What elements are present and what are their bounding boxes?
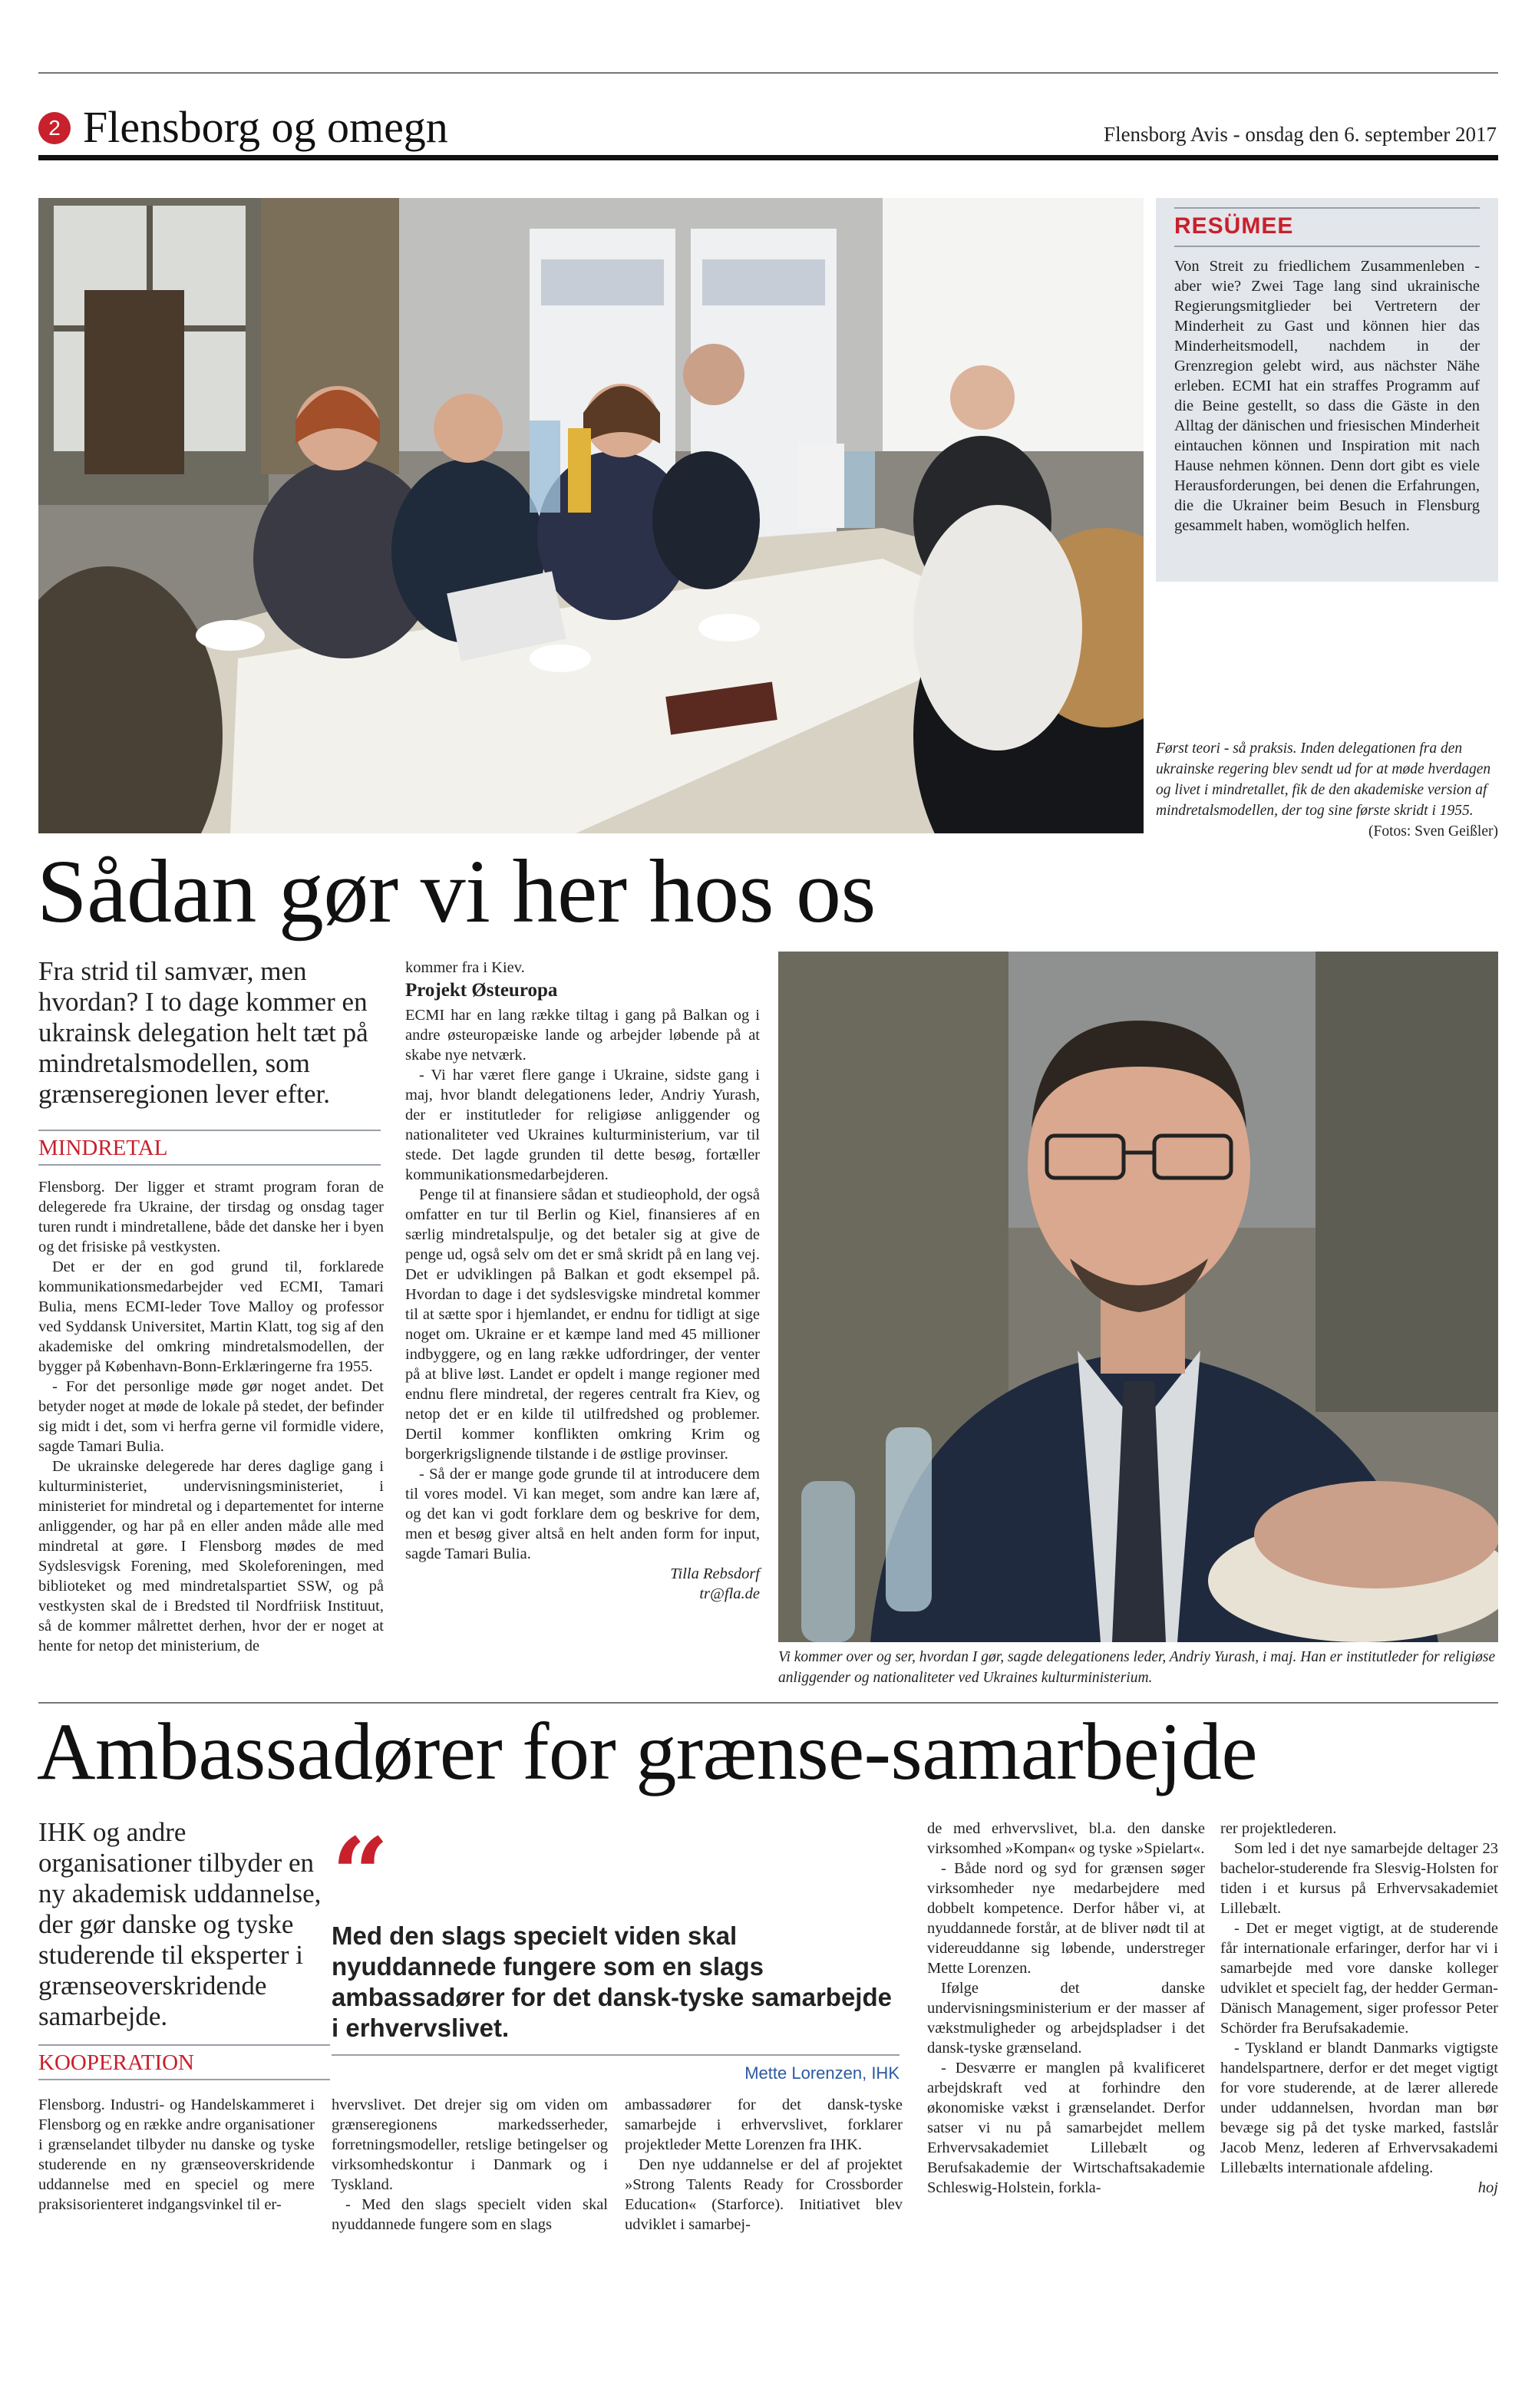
article2-lead: IHK og andre organisationer tilbyder en ny akademisk uddannelse, der gør danske og tyske studerende til eksperter i grænseoverskridende samarbejde. [38,1817,322,2031]
paragraph: kommer fra i Kiev. [405,959,525,976]
header-thick-rule [38,155,1498,160]
article1-column-1 [38,1177,384,1656]
photo-credit: (Fotos: Sven Geißler) [1368,823,1498,840]
paragraph: Det er der en god grund til, forklarede kommunikationsmedarbejder ved ECMI, Tamari Bulia, mens ECMI-leder Tove Malloy og professor ved Syddansk Universitet, Martin Klatt, tog sig af den akademiske del omkring mindretalsmodellen, der bygger på København-Bonn-Erklæringerne fra 1955. [38,1258,384,1375]
paragraph: - Med den slags specielt viden skal nyuddannede fungere som en slags [332,2196,608,2233]
pull-quote [332,1816,900,2083]
paragraph: - Desværre er manglen på kvalificeret arbejdskraft ved at forhindre den økonomiske vækst i grænselandet. Derfor satser vi nu på samarbejdet mellem Erhvervsakademiet Lillebælt og Berufsakademie der Wirtschaftsakademie Schleswig-Holstein, forkla- [927,2060,1205,2196]
article1-byline: Tilla Rebsdorf [670,1565,760,1582]
resume-top-rule [1174,207,1480,209]
paragraph: Ifølge det danske undervisningsministerium er der masser af vækstmuligheder og arbejdspladser i det dansk-tyske grænseland. [927,1980,1205,2057]
paragraph: Flensborg. Der ligger et stramt program foran de delegerede fra Ukraine, der tirsdag og onsdag tager turen rundt i mindretallene, både det danske her i byen og det frisiske på vestkysten. [38,1179,384,1255]
paragraph: ECMI har en lang række tiltag i gang på Balkan og i andre østeuropæiske lande og arbejder løbende på at skabe nye netværk. [405,1007,760,1064]
paragraph: - Både nord og syd for grænsen søger virksomheder nye medarbejdere med dobbelt kompetence. Derfor håber vi, at nyuddannede forstår, at de bliver nødt til at videreuddanne sig løbende, understreger Mette Lorenzen. [927,1860,1205,1977]
paragraph: - Vi har været flere gange i Ukraine, sidste gang i maj, hvor blandt delegationens leder, Andriy Yurash, der er institutleder for religiøse anliggender og nationaliteter ved Ukraines kulturministerium, var til stede. Det lagde grunden til dette besøg, fortæller kommunikationsmedarbejderen. [405,1067,760,1183]
kicker-bottom-rule [38,1164,381,1166]
resume-text: Von Streit zu friedlichem Zusammenleben - aber wie? Zwei Tage lang sind ukrainische Regierungsmitglieder bei Vertretern der Minderheit zu Gast und können hier das Minderheitsmodell, nachdem in der Grenzregion gelebt wird, aus nächster Nähe erleben. ECMI hat ein straffes Programm auf die Beine gestellt, so dass die Gäste in den Alltag der dänischen und friesischen Minderheit eintauchen können und Inspiration mit nach Hause nehmen können. Denn dort gibt es viele Herausforderungen, bei denen die Erfahrungen, die die Ukrainer beim Besuch in Flensburg gesammelt haben, womöglich helfen. [1174,258,1480,534]
paragraph: De ukrainske delegerede har deres daglige gang i kulturministeriet, undervisningsministeriet, i ministeriet for mindretal og i departementet for interne anliggender, og har på en eller anden måde alle med mindretal at gøre. I Flensborg mødes de med Sydslesvigsk Forening, med Skoleforeningen, med biblioteket og med mindretalspartiet SSW, og på vestkysten skal de i Bredsted til Nordfriisk Instituut, så de kommer målrettet derhen, hvor der er noget at hente for netop det ministerium, de [38,1458,384,1654]
article1-kicker [38,1130,381,1166]
article-divider [38,1702,1498,1704]
kicker-label: MINDRETAL [38,1136,168,1160]
kicker-label: KOOPERATION [38,2050,194,2075]
kicker-bottom-rule [38,2079,330,2080]
article2-column-5 [1220,1819,1498,2198]
article2-kicker [38,2044,330,2080]
portrait-photo [778,952,1498,1642]
paragraph: rer projektlederen. [1220,1820,1337,1837]
paragraph: ambassadører for det dansk-tyske samarbejde i erhvervslivet, forklarer projektleder Mette Lorenzen fra IHK. [625,2096,903,2153]
article2-column-3 [625,2095,903,2235]
dateline: Flensborg Avis - onsdag den 6. september 2017 [1104,123,1497,146]
article2-column-4 [927,1819,1205,2198]
photo1-caption [1156,738,1498,842]
paragraph: Som led i det nye samarbejde deltager 23 bachelor-studerende fra Slesvig-Holsten for tiden i et kursus på Erhvervsakademiet Lillebælt. [1220,1840,1498,1917]
article1-column-2 [405,958,760,1604]
paragraph: hvervslivet. Det drejer sig om viden om grænseregionens markedsserheder, forretningsmodeller, retslige betingelser og virksomhedskontur i Danmark og i Tyskland. [332,2096,608,2193]
paragraph: Flensborg. Industri- og Handelskammeret i Flensborg og en række andre organisationer i grænselandet tilbyder nu danske og tyske studerende en ny grænseoverskridende uddannelse med en speciel og mere praksisorienteret indgangsvinkel til er- [38,2096,315,2213]
paragraph: de med erhvervslivet, bl.a. den danske virksomhed »Kompan« og tyske »Spielart«. [927,1820,1205,1857]
resume-title: RESÜMEE [1174,213,1294,239]
photo2-caption: Vi kommer over og ser, hvordan I gør, sagde delegationens leder, Andriy Yurash, i maj. Han er institutleder for religiøse anliggender og nationaliteter ved Ukraines kulturministerium. [778,1649,1496,1686]
meeting-photo [38,198,1144,833]
top-thin-rule [38,72,1498,74]
page-number-badge: 2 [38,112,71,144]
article1-email: tr@fla.de [699,1585,760,1602]
paragraph: - For det personlige møde gør noget andet. Det betyder noget at møde de lokale på stedet, der befinder sig midt i det, som vi herfra gerne vil formidle videre, sagde Tamari Bulia. [38,1378,384,1455]
article1-headline: Sådan gør vi her hos os [37,841,876,942]
section-title: Flensborg og omegn [83,102,448,152]
paragraph: - Så der er mange gode grunde til at introducere dem til vores model. Vi kan meget, som andre kan lære af, og det kan vi godt forklare dem og beskrive for dem, men et besøg giver altså en helt anden form for input, sagde Tamari Bulia. [405,1466,760,1562]
quote-author: Mette Lorenzen, IHK [744,2063,900,2083]
article2-column-2 [332,2095,608,2235]
paragraph: - Tyskland er blandt Danmarks vigtigste handelspartnere, derfor er det meget vigtigt for vore studerende, at de lærer allerede under uddannelsen, hvordan man bør bevæge sig på det tyske marked, fastslår Jacob Menz, lederen af Erhvervsakademi Lillebælts internationale afdeling. [1220,2040,1498,2176]
article1-subhead: Projekt Østeuropa [405,980,558,1001]
quote-mark-icon: “ [332,1816,389,1933]
article2-column-1 [38,2095,315,2215]
photo1-caption-text: Først teori - så praksis. Inden delegationen fra den ukrainske regering blev sendt ud for at møde hverdagen og livet i mindretallet, fik de den akademiske version af mindretalsmodellen, der tog sine første skridt i 1955. [1156,741,1491,819]
quote-text: Med den slags specielt viden skal nyuddannede fungere som en slags ambassadører for det dansk-tyske samarbejde i erhvervslivet. [332,1921,892,2042]
paragraph: Penge til at finansiere sådan et studieophold, der også omfatter en tur til Berlin og Kiel, finansieres af en særlig mindretalspulje, og det betaler sig at give de penge ud, også selv om det er små skridt på en lang vej. Det er udviklingen på Balkan et godt eksempel på. Hvordan to dage i det sydslesvigske mindretal kommer til at sætte spor i hjemlandet, er endnu for tidligt at sige noget om. Ukraine er et kæmpe land med 45 millioner indbyggere, og en lang række udfordringer, der venter på at blive løst. Landet er opdelt i mange regioner med endnu flere mindretal, der regeres centralt fra Kiev, og netop det er en kilde til utilfredshed og problemer. Dertil kommer konflikten omkring Krim og borgerkrigslignende tilstande i de østlige provinser. [405,1186,760,1463]
article1-lead: Fra strid til samvær, men hvordan? I to dage kommer en ukrainsk delegation helt tæt på mindretalsmodellen, som grænseregionen lever efter. [38,956,368,1109]
resume-mid-rule [1174,246,1480,247]
article2-byline: hoj [1477,2179,1498,2196]
resume-box [1156,198,1498,582]
quote-rule [332,2054,900,2056]
paragraph: - Det er meget vigtigt, at de studerende får internationale erfaringer, derfor har vi i samarbejde med vore danske kolleger udviklet et specielt fag, der hedder German-Dänisch Management, siger professor Peter Schörder fra Berufsakademie. [1220,1920,1498,2037]
paragraph: Den nye uddannelse er del af projektet »Strong Talents Ready for Crossborder Education« (Starforce). Initiativet blev udviklet i samarbej- [625,2156,903,2233]
article2-headline: Ambassadører for grænse-samarbejde [37,1707,1258,1796]
